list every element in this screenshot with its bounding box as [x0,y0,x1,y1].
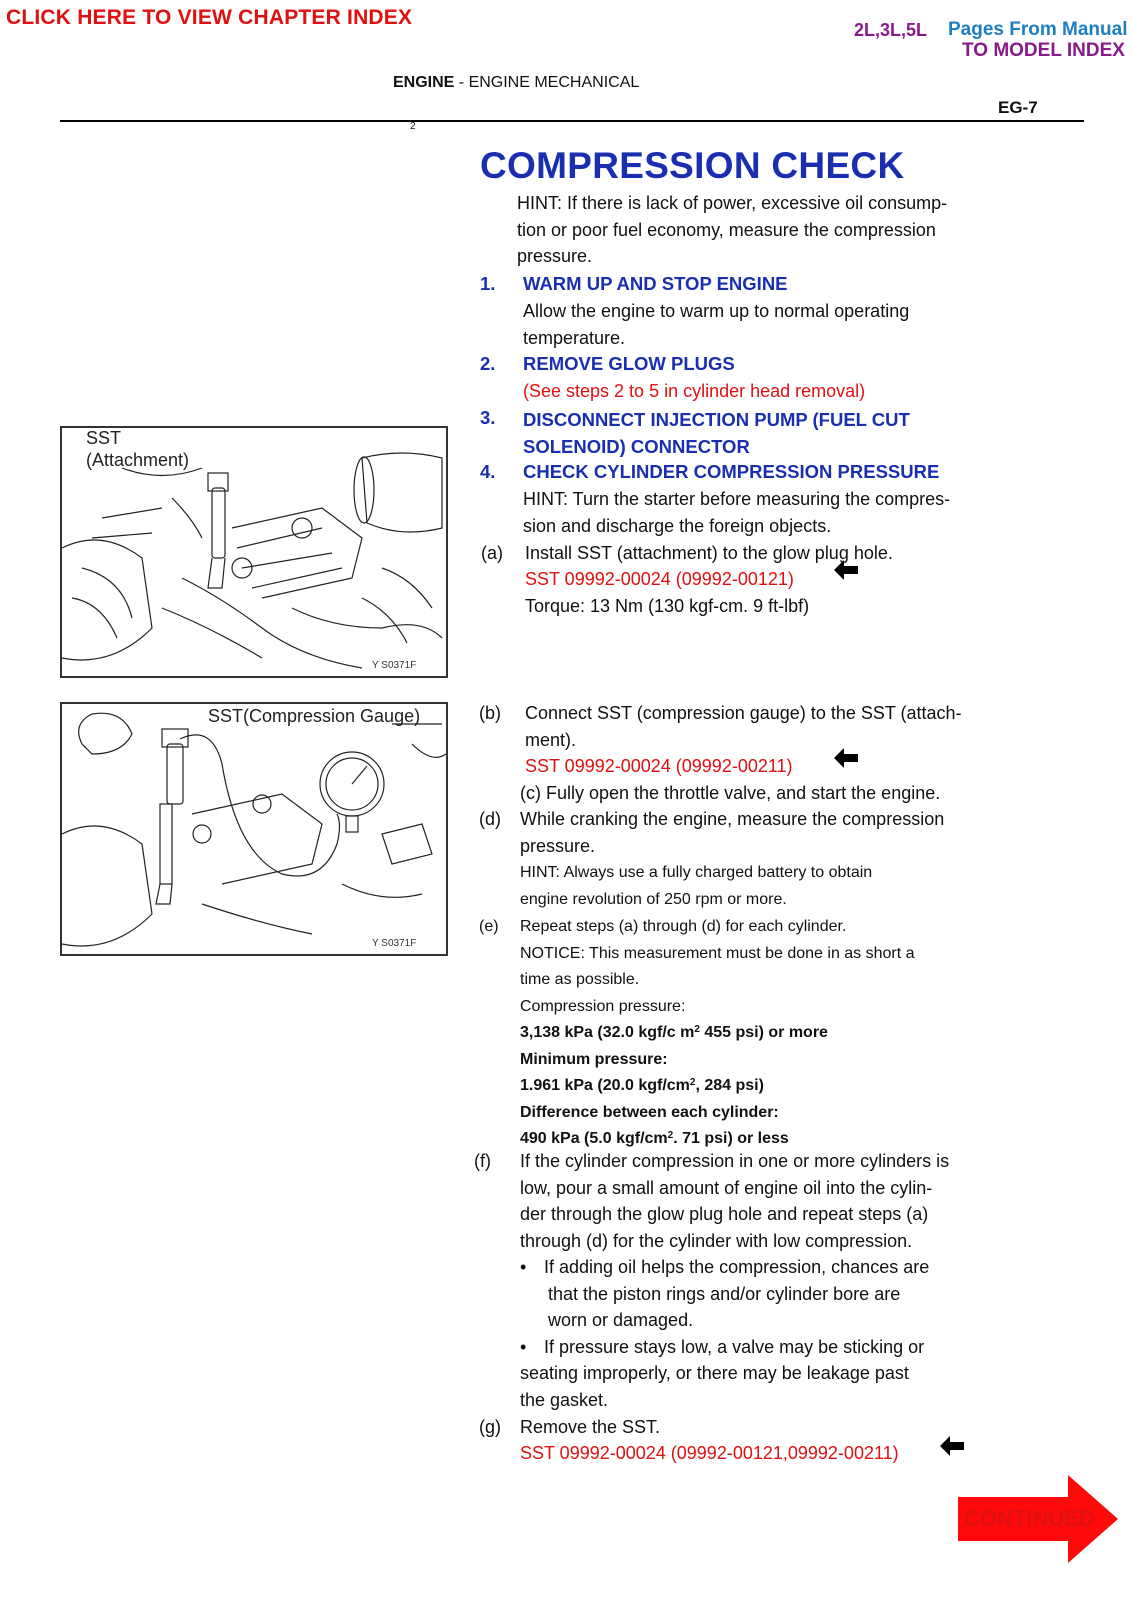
arrow-left-icon[interactable] [940,1436,964,1456]
sub-f-line: If the cylinder compression in one or more cylinders is [520,1151,950,1171]
figure-1-label-sst: SST [86,428,122,448]
step-2-heading: REMOVE GLOW PLUGS [523,353,735,374]
step-4-body-line: sion and discharge the foreign objects. [523,515,832,536]
minimum-pressure-label: Minimum pressure: [520,1050,668,1068]
spec-3-pre: 490 kPa (5.0 kgf/cm [520,1130,668,1147]
section-heading [393,74,639,92]
sub-b-line: ment). [525,729,577,750]
spec-1-sup: 2 [694,1024,700,1035]
figure-1-code: Y S0371F [372,660,417,671]
sub-d-hint [520,860,872,913]
intro-line: tion or poor fuel economy, measure the compression [517,219,936,240]
bullet-1-line: If adding oil helps the compression, chances are [544,1257,930,1277]
bullet-2-line: the gasket. [520,1389,609,1410]
intro-line: HINT: If there is lack of power, excessive oil consump- [517,193,948,213]
sub-a-torque: Torque: 13 Nm (130 kgf-cm. 9 ft-lbf) [525,596,810,616]
figure-1-label-attachment: (Attachment) [86,450,190,470]
sub-b-sst-link[interactable]: SST 09992-00024 (09992-00211) [525,756,793,776]
chapter-index-link[interactable]: CLICK HERE TO VIEW CHAPTER INDEX [6,6,413,29]
header-rule [60,120,1084,122]
step-3-heading-line: SOLENOID) CONNECTOR [523,435,750,457]
sub-d-label: (d) [479,809,501,829]
compression-gauge-drawing [62,704,446,954]
step-4-body [523,486,950,539]
sub-d-line: While cranking the engine, measure the compression [520,809,945,829]
sub-e-label: (e) [479,918,499,935]
step-4-number: 4. [480,461,496,482]
cylinder-head-removal-link[interactable]: (See steps 2 to 5 in cylinder head removal) [523,381,866,401]
continued-label: CONTINUED [964,1506,1095,1531]
sub-a-label: (a) [481,543,503,563]
sub-e-notice-line: NOTICE: This measurement must be done in as short a [520,944,915,962]
sub-e-notice-line: time as possible. [520,971,640,988]
sub-d-text [520,806,944,859]
bullet-1-line: worn or damaged. [548,1310,694,1330]
bullet-2-mark: • [520,1337,527,1357]
step-1-heading: WARM UP AND STOP ENGINE [523,273,788,294]
figure-compression-gauge [60,702,448,956]
step-1-body-line: Allow the engine to warm up to normal operating [523,301,910,321]
compression-spec-label: Compression pressure: [520,997,686,1015]
sub-g-sst-link[interactable]: SST 09992-00024 (09992-00121,09992-00211) [520,1443,899,1463]
sub-f-line: low, pour a small amount of engine oil into the cylin- [520,1177,933,1198]
step-1-body [523,298,909,351]
spec-1-pre: 3,138 kPa (32.0 kgf/c m [520,1024,695,1041]
spec-2-sup: 2 [689,1077,696,1088]
arrow-left-icon[interactable] [834,748,858,768]
sub-g-label: (g) [479,1417,501,1437]
step-3-heading [523,407,910,460]
sub-d-hint-line: HINT: Always use a fully charged battery to obtain [520,864,873,881]
section-rest: - ENGINE MECHANICAL [454,74,640,91]
step-3-number: 3. [480,407,496,428]
bullet-1-line: that the piston rings and/or cylinder bore are [548,1283,901,1304]
spec-2-post: , 284 psi) [695,1077,764,1094]
arrow-left-icon[interactable] [834,560,858,580]
pages-from-manual-label: Pages From Manual [948,19,1128,40]
sub-f-line: der through the glow plug hole and repeat steps (a) [520,1204,929,1224]
step-2-number: 2. [480,353,496,374]
sub-e-block [520,914,915,1153]
sub-b-label: (b) [479,703,501,723]
sub-b-line: Connect SST (compression gauge) to the SST (attach- [525,703,962,723]
figure-2-code: Y S0371F [372,938,417,949]
figure-sst-attachment [60,426,448,678]
difference-label: Difference between each cylinder: [520,1103,779,1121]
minimum-pressure-value [520,1073,915,1100]
sub-a-sst-link[interactable]: SST 09992-00024 (09992-00121) [525,569,794,589]
sub-f-text [520,1148,949,1254]
step-3-heading-line: DISCONNECT INJECTION PUMP (FUEL CUT [523,409,910,430]
page-title: COMPRESSION CHECK [480,145,905,186]
spec-1-post: 455 psi) or more [699,1024,828,1041]
bullet-1 [544,1254,929,1334]
spec-2-pre: 1.961 kPa (20.0 kgf/cm [520,1077,690,1094]
section-bold: ENGINE [393,74,455,91]
figure-2-label: SST(Compression Gauge) [208,706,421,726]
intro-hint [517,190,947,270]
sub-g-text: Remove the SST. [520,1417,661,1437]
model-index-link[interactable]: TO MODEL INDEX [962,40,1125,61]
step-4-heading: CHECK CYLINDER COMPRESSION PRESSURE [523,461,940,482]
step-1-body-line: temperature. [523,327,626,348]
sub-c-text: (c) Fully open the throttle valve, and start the engine. [520,783,941,803]
compression-spec-value [520,1020,915,1047]
sub-e-text: Repeat steps (a) through (d) for each cylinder. [520,918,847,935]
continued-button[interactable] [958,1475,1118,1563]
bullet-1-mark: • [520,1257,527,1277]
spec-3-post: . 71 psi) or less [673,1130,789,1147]
sub-b-text [525,700,962,753]
bullet-2-first-line: If pressure stays low, a valve may be sticking or [544,1337,925,1357]
intro-line: pressure. [517,246,593,266]
sub-d-hint-line: engine revolution of 250 rpm or more. [520,890,787,908]
bullet-2-rest [520,1360,909,1413]
sub-a-text: Install SST (attachment) to the glow plug hole. [525,543,893,563]
sub-f-label: (f) [474,1151,491,1171]
tiny-mark: 2 [410,121,416,132]
sub-d-line: pressure. [520,835,596,856]
page-number: EG-7 [998,98,1038,117]
step-4-body-line: HINT: Turn the starter before measuring the compres- [523,489,951,509]
sub-f-line: through (d) for the cylinder with low compression. [520,1230,913,1251]
spec-3-sup: 2 [667,1130,674,1141]
step-1-number: 1. [480,273,496,294]
model-codes: 2L,3L,5L [854,20,928,40]
bullet-2-line: seating improperly, or there may be leakage past [520,1363,909,1383]
